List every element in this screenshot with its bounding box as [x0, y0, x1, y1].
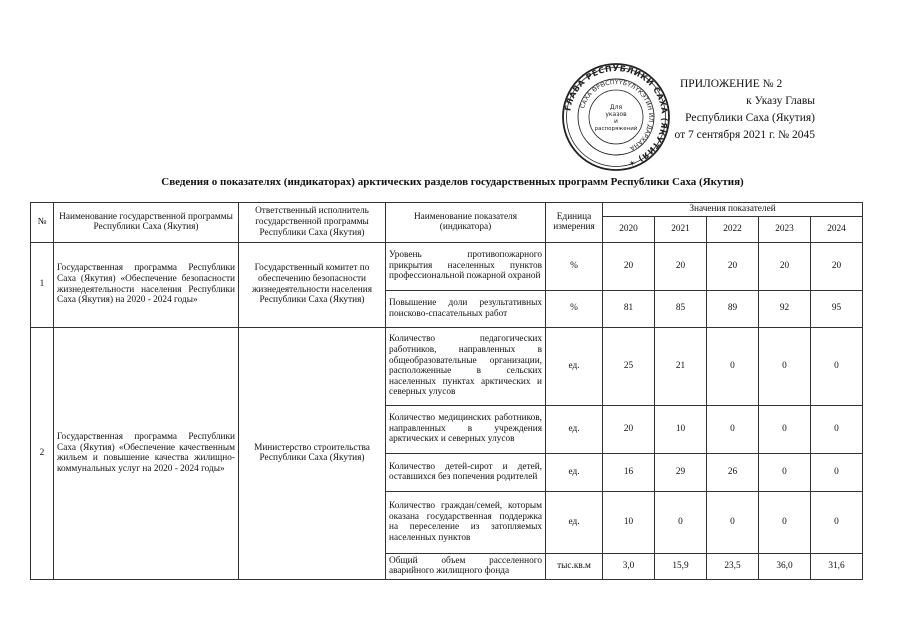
indicator-name: Общий объем расселенного аварийного жилищного фонда [386, 553, 546, 579]
value-cell: 26 [707, 453, 759, 491]
unit-cell: % [546, 242, 603, 290]
value-cell: 20 [603, 242, 655, 290]
header-year: 2022 [707, 216, 759, 242]
unit-cell: ед. [546, 491, 603, 553]
value-cell: 25 [603, 327, 655, 405]
executor-name: Министерство строительства Республики Саха (Якутия) [239, 327, 386, 579]
svg-text:распоряжений: распоряжений [594, 126, 638, 132]
value-cell: 0 [811, 405, 863, 453]
value-cell: 89 [707, 290, 759, 327]
value-cell: 0 [759, 405, 811, 453]
value-cell: 85 [655, 290, 707, 327]
document-title: Сведения о показателях (индикаторах) арктических разделов государственных программ Республики Саха (Якутия) [161, 176, 744, 188]
unit-cell: ед. [546, 327, 603, 405]
header-unit: Единица измерения [546, 203, 603, 243]
value-cell: 20 [811, 242, 863, 290]
appendix-block [640, 76, 815, 144]
unit-cell: ед. [546, 405, 603, 453]
unit-cell: % [546, 290, 603, 327]
executor-name: Государственный комитет по обеспечению безопасности жизнедеятельности населения Республики Саха (Якутия) [239, 242, 386, 327]
value-cell: 0 [811, 453, 863, 491]
svg-text:и: и [614, 118, 618, 125]
value-cell: 0 [811, 327, 863, 405]
value-cell: 10 [603, 491, 655, 553]
header-indicator: Наименование показателя (индикатора) [386, 203, 546, 243]
value-cell: 20 [707, 242, 759, 290]
indicator-name: Уровень противопожарного прикрытия населенных пунктов профессиональной пожарной охраной [386, 242, 546, 290]
indicator-name: Количество детей-сирот и детей, оставшихся без попечения родителей [386, 453, 546, 491]
table-row [31, 242, 863, 290]
value-cell: 20 [655, 242, 707, 290]
value-cell: 95 [811, 290, 863, 327]
program-name: Государственная программа Республики Саха (Якутия) «Обеспечение качественным жильем и повышение качества жилищно-коммунальных услуг на 2020 - 2024 годы» [54, 327, 239, 579]
value-cell: 0 [759, 453, 811, 491]
value-cell: 15,9 [655, 553, 707, 579]
indicator-name: Количество медицинских работников, направленных в учреждения арктических и северных улусов [386, 405, 546, 453]
value-cell: 23,5 [707, 553, 759, 579]
row-number: 1 [31, 242, 54, 327]
table-row [31, 327, 863, 405]
value-cell: 16 [603, 453, 655, 491]
value-cell: 31,6 [811, 553, 863, 579]
indicators-table [30, 202, 863, 580]
value-cell: 0 [759, 327, 811, 405]
header-year: 2023 [759, 216, 811, 242]
value-cell: 0 [707, 405, 759, 453]
header-num: № [31, 203, 54, 243]
indicator-name: Количество граждан/семей, которым оказана государственная поддержка на переселение из затопляемых населенных пунктов [386, 491, 546, 553]
appendix-decree-ref: к Указу Главы [746, 95, 815, 107]
header-executor: Ответственный исполнитель государственной программы Республики Саха (Якутия) [239, 203, 386, 243]
value-cell: 0 [655, 491, 707, 553]
header-program: Наименование государственной программы Республики Саха (Якутия) [54, 203, 239, 243]
program-name: Государственная программа Республики Саха (Якутия) «Обеспечение безопасности жизнедеятельности населения Республики Саха (Якутия) на 2020 - 2024 годы» [54, 242, 239, 327]
header-year: 2024 [811, 216, 863, 242]
row-number: 2 [31, 327, 54, 579]
svg-text:указов: указов [605, 111, 627, 118]
value-cell: 0 [759, 491, 811, 553]
header-year: 2020 [603, 216, 655, 242]
indicator-name: Количество педагогических работников, направленных в общеобразовательные организации, расположенные в сельских населенных пунктах арктических и северных улусов [386, 327, 546, 405]
appendix-number: ПРИЛОЖЕНИЕ № 2 [680, 78, 783, 90]
value-cell: 81 [603, 290, 655, 327]
value-cell: 21 [655, 327, 707, 405]
header-values: Значения показателей [603, 203, 863, 217]
svg-text:Для: Для [609, 104, 623, 111]
svg-text:ГЛАВА РЕСПУБЛИКИ САХА (ЯКУТИЯ): ГЛАВА РЕСПУБЛИКИ САХА (ЯКУТИЯ) ✶ [563, 63, 670, 169]
value-cell: 3,0 [603, 553, 655, 579]
appendix-date: от 7 сентября 2021 г. № 2045 [674, 129, 815, 141]
value-cell: 0 [811, 491, 863, 553]
indicator-name: Повышение доли результативных поисково-спасательных работ [386, 290, 546, 327]
value-cell: 0 [707, 327, 759, 405]
value-cell: 36,0 [759, 553, 811, 579]
value-cell: 0 [707, 491, 759, 553]
header-year: 2021 [655, 216, 707, 242]
value-cell: 20 [603, 405, 655, 453]
value-cell: 10 [655, 405, 707, 453]
unit-cell: ед. [546, 453, 603, 491]
value-cell: 92 [759, 290, 811, 327]
value-cell: 20 [759, 242, 811, 290]
unit-cell: тыс.кв.м [546, 553, 603, 579]
value-cell: 29 [655, 453, 707, 491]
svg-text:САХА ӨРӨСПҮҮБҮЛҮКЭТИН ИЛ ДАРХА: САХА ӨРӨСПҮҮБҮЛҮКЭТИН ИЛ ДАРХАНА [579, 78, 655, 152]
appendix-republic: Республики Саха (Якутия) [685, 112, 815, 124]
